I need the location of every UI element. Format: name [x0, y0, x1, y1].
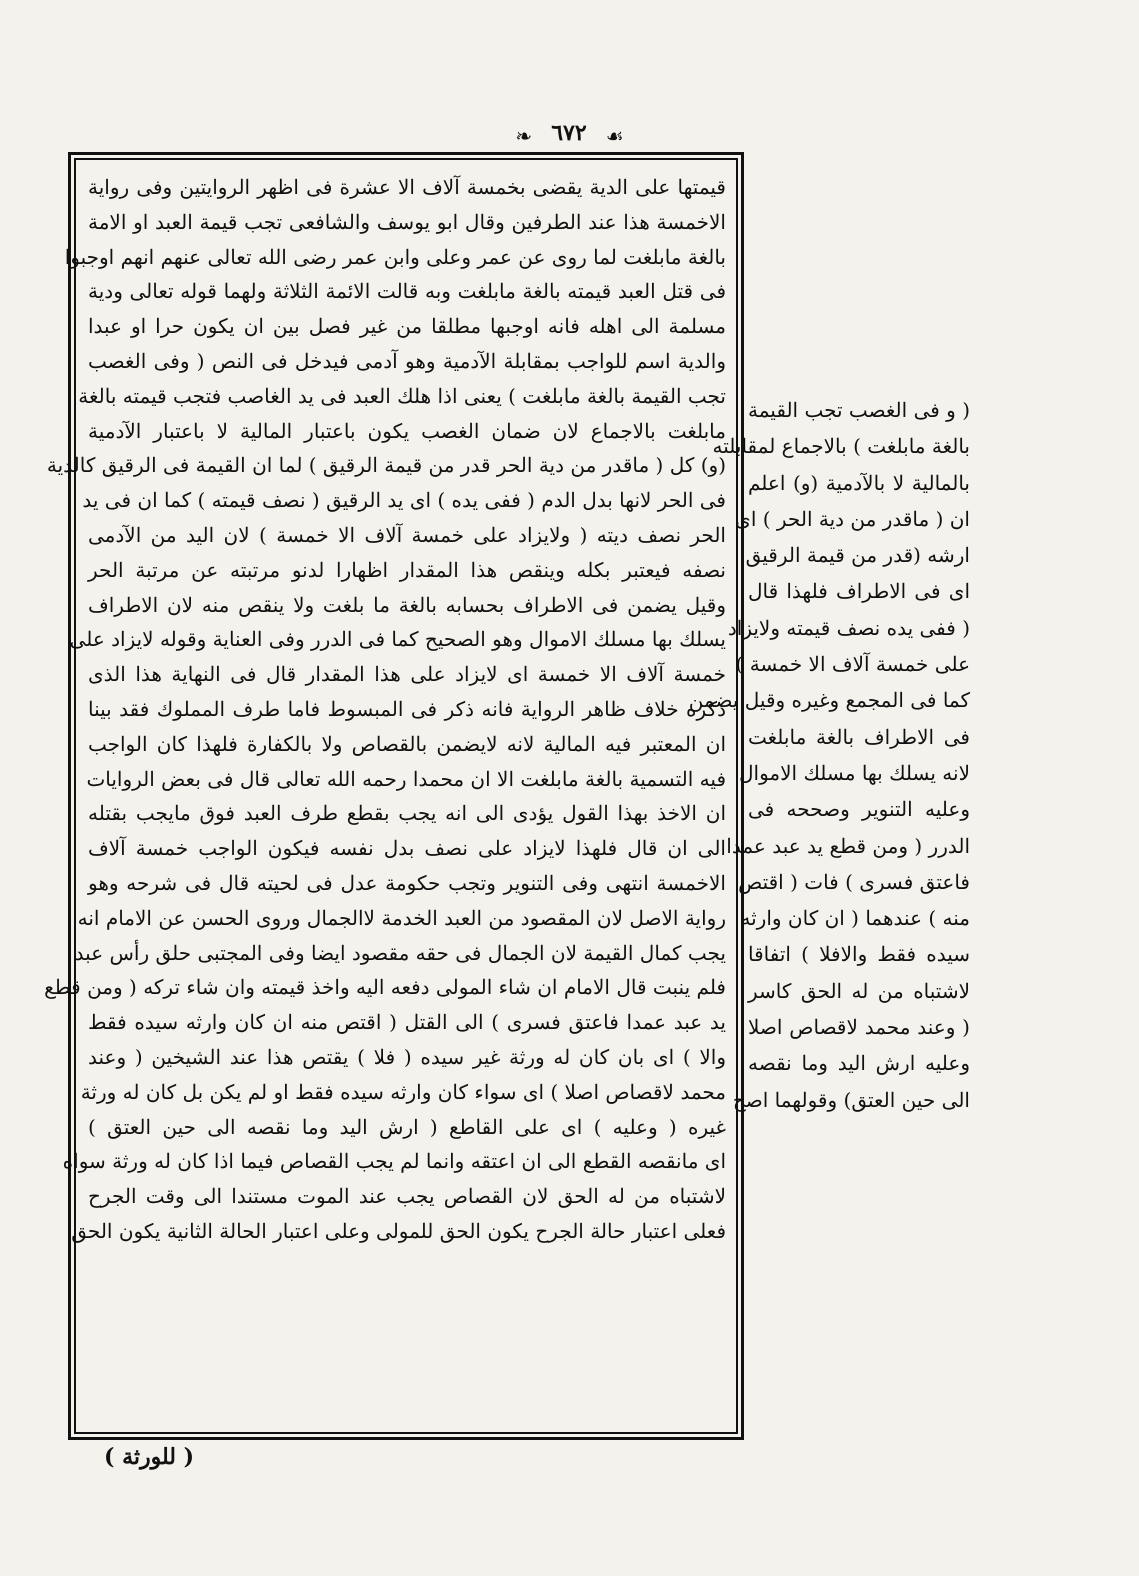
main-text-line: ان الاخذ بهذا القول يؤدى الى انه يجب بقطع طرف العبد فوق مايجب بقتله	[88, 801, 726, 826]
margin-note-line: الى حين العتق) وقولهما اصح	[732, 1087, 970, 1112]
main-text-line: قيمتها على الدية يقضى بخمسة آلاف الا عشرة فى اظهر الروايتين وفى رواية	[88, 175, 726, 199]
main-text-line: والدية اسم للواجب بمقابلة الآدمية وهو آدمى فيدخل فى النص ( وفى الغصب	[88, 348, 726, 373]
main-text-line: (و) كل ( ماقدر من دية الحر قدر من قيمة الرقيق ) لما ان القيمة فى الرقيق كالدية	[46, 453, 726, 478]
catchword: ( للورثة )	[104, 1444, 195, 1470]
main-text-line: يسلك بها مسلك الاموال وهو الصحيح كما فى الدرر وفى العناية وقوله لايزاد على	[69, 627, 726, 652]
main-text-line: مابلغت بالاجماع لان ضمان الغصب يكون باعتبار المالية لا باعتبار الآدمية	[88, 418, 726, 443]
main-text-line: لاشتباه من له الحق لان القصاص يجب عند الموت مستندا الى وقت الجرح	[88, 1184, 726, 1209]
margin-note-line: ( وعند محمد لاقصاص اصلا	[748, 1015, 970, 1040]
main-text-line: الاخمسة انتهى وفى التنوير وتجب حكومة عدل فى لحيته قال فى شرحه وهو	[88, 870, 726, 895]
main-text-line: والا ) اى بان كان له ورثة غير سيده ( فلا ) يقتص هذا عند الشيخين ( وعند	[88, 1044, 726, 1069]
main-text-line: غيره ( وعليه ) اى على القاطع ( ارش اليد وما نقصه الى حين العتق )	[88, 1114, 726, 1139]
margin-note-line: ان ( ماقدر من دية الحر ) اى	[735, 506, 970, 531]
margin-note-line: لانه يسلك بها مسلك الاموال	[738, 760, 970, 785]
margin-note-line: سيده فقط والافلا ) اتفاقا	[748, 942, 970, 967]
margin-note-line: وعليه ارش اليد وما نقصه	[748, 1051, 970, 1076]
main-text-line: بالغة مابلغت لما روى عن عمر وعلى وابن عمر رضى الله تعالى عنهم انهم اوجبوا	[64, 244, 726, 269]
margin-commentary	[688, 392, 970, 1118]
main-text-line: فلم ينبت قال الامام ان شاء المولى دفعه اليه واخذ قيمته وان شاء تركه ( ومن قطع	[44, 975, 726, 1000]
margin-note-line: بالغة مابلغت ) بالاجماع لمقابلته	[712, 434, 970, 459]
margin-note-line: وعليه التنوير وصححه فى	[748, 797, 970, 822]
margin-note-line: ( و فى الغصب تجب القيمة	[748, 398, 970, 422]
main-text-column	[44, 170, 726, 1430]
margin-note-line: فاعتق فسرى ) فات ( اقتص	[738, 869, 970, 894]
main-text-line: يد عبد عمدا فاعتق فسرى ) الى القتل ( اقتص منه ان كان وارثه سيده فقط	[88, 1010, 726, 1035]
margin-note-line: فى الاطراف بالغة مابلغت	[748, 724, 970, 749]
main-text-line: مسلمة الى اهله فانه اوجبها مطلقا من غير فصل بين ان يكون حرا او عبدا	[88, 314, 726, 339]
margin-note-line: ( ففى يده نصف قيمته ولايزاد	[727, 615, 970, 640]
margin-note-line: لاشتباه من له الحق كاسر	[748, 978, 970, 1003]
main-text-line: الحر نصف ديته ( ولايزاد على خمسة آلاف الا خمسة ) لان اليد من الآدمى	[88, 522, 726, 547]
ornament-left-icon: ❧	[515, 123, 533, 148]
main-text-line: فى قتل العبد قيمته بالغة مابلغت وبه قالت الائمة الثلاثة ولهما قوله تعالى ودية	[88, 279, 726, 304]
main-text-line: محمد لاقصاص اصلا ) اى سواء كان وارثه سيده فقط او لم يكن بل كان له ورثة	[80, 1079, 726, 1104]
margin-note-line: اى فى الاطراف فلهذا قال	[748, 579, 970, 604]
margin-note-line: الدرر ( ومن قطع يد عبد عمدا	[726, 833, 970, 858]
main-text-line: وقيل يضمن فى الاطراف بحسابه بالغة ما بلغت ولا ينقص منه لان الاطراف	[88, 592, 726, 617]
main-text-line: الى ان قال فلهذا لايزاد على نصف بدل نفسه فيكون الواجب خمسة آلاف	[88, 836, 726, 861]
main-text-line: تجب القيمة بالغة مابلغت ) يعنى اذا هلك العبد فى يد الغاصب فتجب قيمته بالغة	[78, 383, 726, 408]
main-text-line: يجب كمال القيمة لان الجمال فى حقه مقصود ايضا وفى المجتبى حلق رأس عبد	[74, 940, 726, 965]
main-text-line: فيه التسمية بالغة مابلغت الا ان محمدا رحمه الله تعالى قال فى بعض الروايات	[86, 766, 726, 791]
main-text-line: نصفه فيعتبر بكله وينقص هذا المقدار اظهارا لدنو مرتبته عن مرتبة الحر	[88, 557, 726, 582]
ornament-right-icon: ☙	[605, 123, 624, 148]
main-text-line: فى الحر لانها بدل الدم ( ففى يده ) اى يد الرقيق ( نصف قيمته ) كما ان فى يد	[82, 488, 726, 513]
margin-note-line: على خمسة آلاف الا خمسة )	[735, 652, 970, 677]
main-text-line: فعلى اعتبار حالة الجرح يكون الحق للمولى وعلى اعتبار الحالة الثانية يكون الحق	[71, 1218, 726, 1243]
margin-note-line: منه ) عندهما ( ان كان وارثه	[740, 906, 970, 931]
margin-note-line: ارشه (قدر من قيمة الرقيق	[745, 543, 970, 568]
margin-note-line: كما فى المجمع وغيره وقيل يضمن	[688, 688, 970, 713]
main-text-line: اى مانقصه القطع الى ان اعتقه وانما لم يجب القصاص فيما اذا كان له ورثة سواه	[62, 1149, 726, 1174]
main-text-line: الاخمسة هذا عند الطرفين وقال ابو يوسف والشافعى تجب قيمة العبد او الامة	[88, 209, 726, 234]
main-text-line: ان المعتبر فيه المالية لانه لايضمن بالقصاص ولا بالكفارة فلهذا كان الواجب	[88, 731, 726, 756]
main-text-line: رواية الاصل لان المقصود من العبد الخدمة لاالجمال وروى الحسن عن الامام انه	[77, 905, 726, 930]
main-text-line: ذكره خلاف ظاهر الرواية فانه ذكر فى المبسوط فاما طرف المملوك فقد بينا	[88, 696, 726, 721]
page-number: ٦٧٢	[551, 120, 587, 146]
margin-note-line: بالمالية لا بالآدمية (و) اعلم	[748, 470, 970, 495]
page-header	[0, 118, 1139, 152]
main-text-line: خمسة آلاف الا خمسة اى لايزاد على هذا المقدار قال فى النهاية هذا الذى	[88, 662, 726, 687]
